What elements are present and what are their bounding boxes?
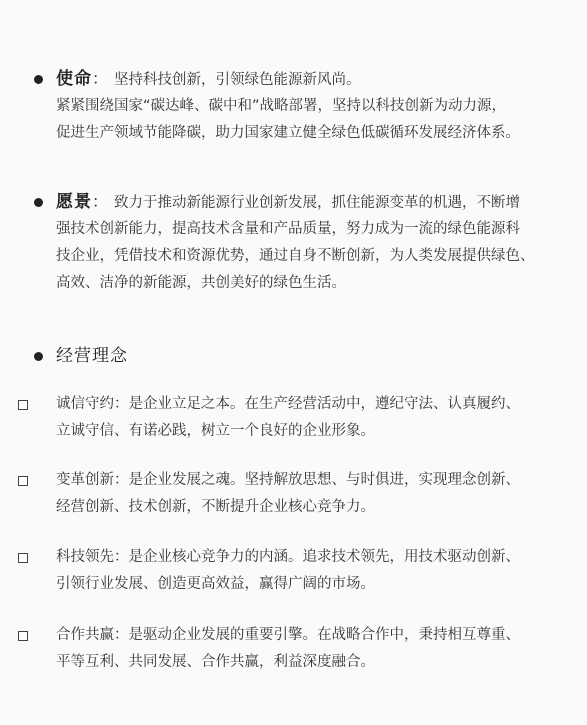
philosophy-title: 经营理念 [56, 346, 128, 366]
mission-body [34, 93, 579, 147]
mission-section [34, 66, 579, 147]
philosophy-heading-line [34, 343, 579, 370]
principle-text [18, 467, 578, 521]
checkbox-square-icon [18, 476, 28, 486]
mission-line: 促进生产领域节能降碳，助力国家建立健全绿色低碳循环发展经济体系。 [56, 125, 520, 141]
vision-body [34, 216, 579, 297]
checkbox-square-icon [18, 631, 28, 641]
principle-item [18, 467, 578, 521]
vision-line: 强技术创新能力，提高技术含量和产品质量，努力成为一流的绿色能源科 [56, 221, 520, 237]
checkbox-square-icon [18, 400, 28, 410]
mission-intro: 坚持科技创新，引领绿色能源新风尚。 [114, 72, 361, 88]
principle-line: 诚信守约：是企业立足之本。在生产经营活动中，遵纪守法、认真履约、 [56, 396, 520, 412]
vision-colon: ： [92, 192, 109, 211]
principle-item [18, 622, 578, 676]
principle-line: 科技领先：是企业核心竞争力的内涵。追求技术领先，用技术驱动创新、 [56, 549, 520, 565]
vision-section [34, 189, 579, 297]
principle-text [18, 544, 578, 598]
principle-line: 变革创新：是企业发展之魂。坚持解放思想、与时俱进，实现理念创新、 [56, 472, 520, 488]
principle-text [18, 391, 578, 445]
principle-item [18, 544, 578, 598]
principle-line: 引领行业发展、创造更高效益，赢得广阔的市场。 [56, 576, 375, 592]
mission-title: 使命 [56, 69, 92, 89]
bullet-dot-icon [34, 352, 43, 361]
mission-heading-line [34, 66, 579, 93]
vision-heading-line [34, 189, 579, 216]
mission-line: 紧紧围绕国家“碳达峰、碳中和”战略部署，坚持以科技创新为动力源， [56, 98, 507, 114]
checkbox-square-icon [18, 553, 28, 563]
vision-line: 技企业，凭借技术和资源优势，通过自身不断创新，为人类发展提供绿色、 [56, 248, 535, 264]
vision-title: 愿景 [56, 192, 92, 212]
bullet-dot-icon [34, 75, 43, 84]
principle-line: 立诚守信、有诺必践，树立一个良好的企业形象。 [56, 423, 375, 439]
principle-line: 经营创新、技术创新，不断提升企业核心竞争力。 [56, 499, 375, 515]
principle-line: 合作共赢：是驱动企业发展的重要引擎。在战略合作中，秉持相互尊重、 [56, 627, 520, 643]
philosophy-section [34, 343, 579, 370]
principle-line: 平等互利、共同发展、合作共赢，利益深度融合。 [56, 654, 375, 670]
mission-colon: ： [92, 69, 109, 88]
vision-intro: 致力于推动新能源行业创新发展，抓住能源变革的机遇，不断增 [114, 195, 521, 211]
vision-line: 高效、洁净的新能源，共创美好的绿色生活。 [56, 275, 346, 291]
bullet-dot-icon [34, 198, 43, 207]
principle-item [18, 391, 578, 445]
principle-text [18, 622, 578, 676]
